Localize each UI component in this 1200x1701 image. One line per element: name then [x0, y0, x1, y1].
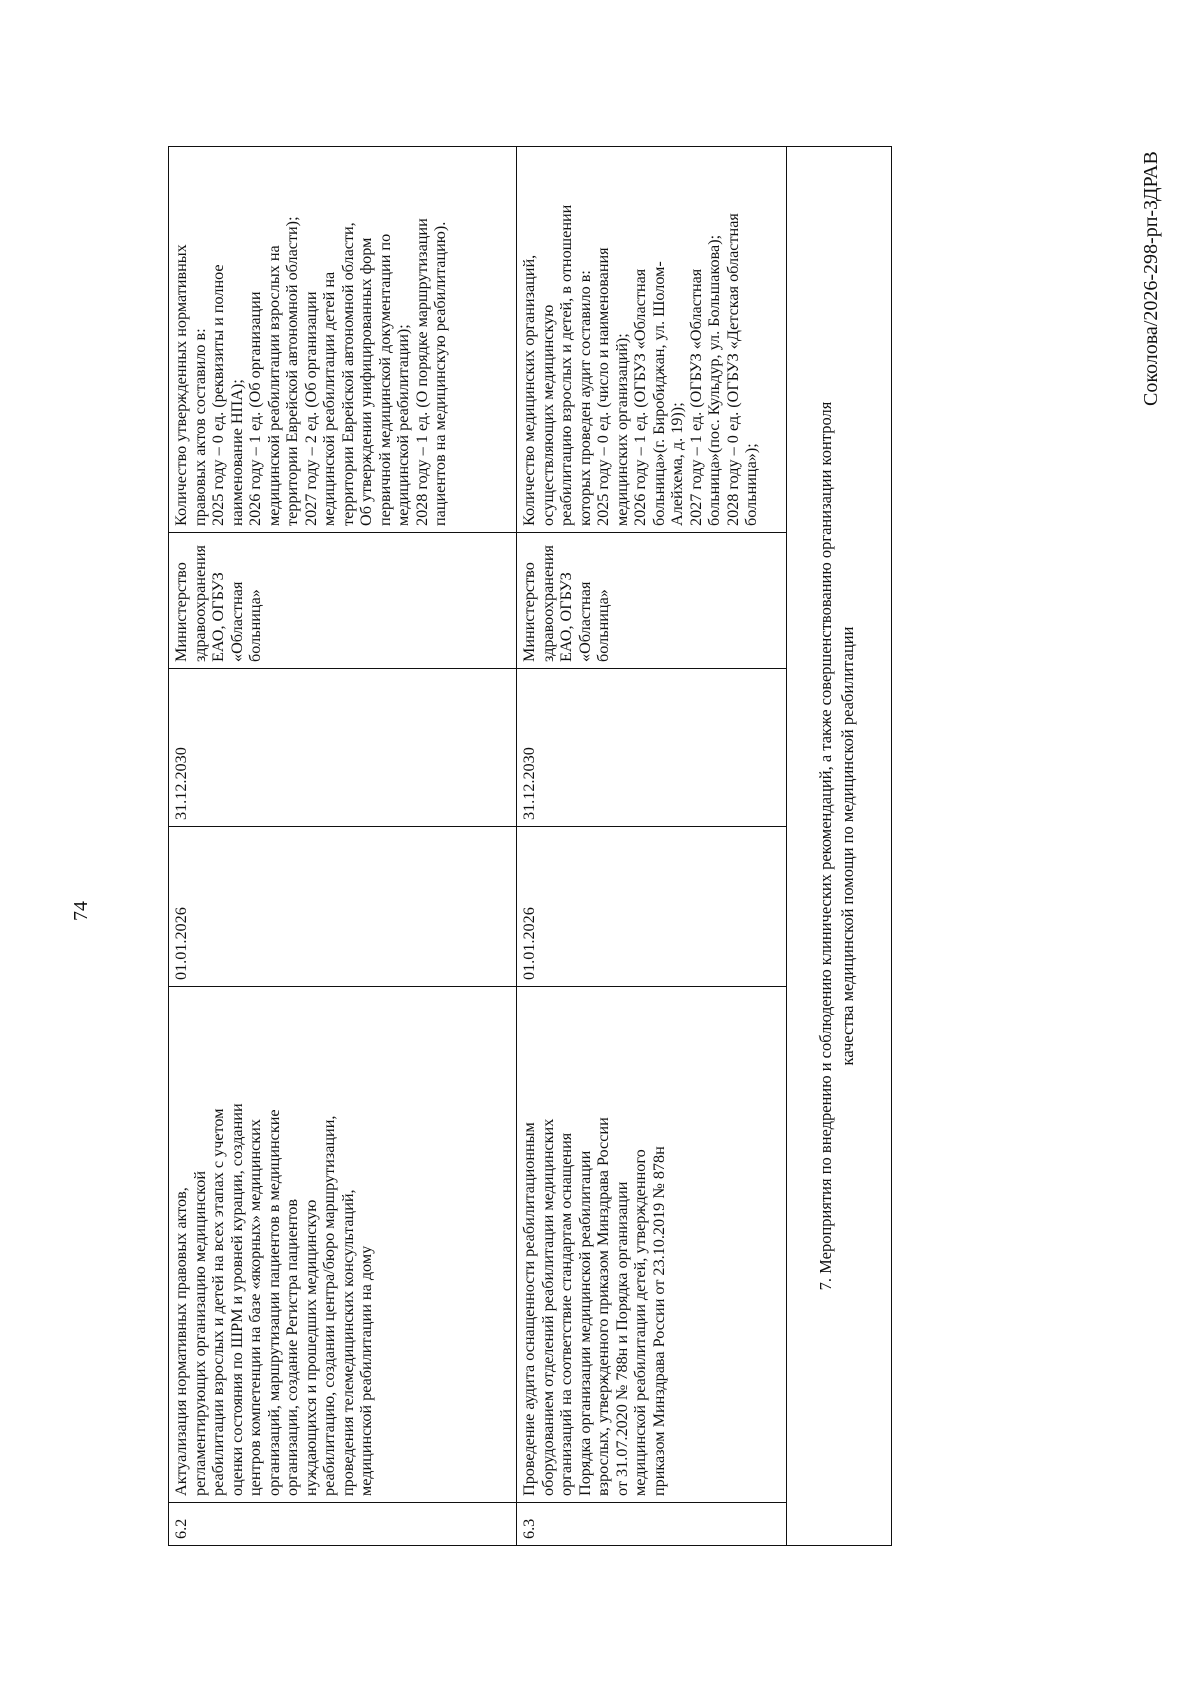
measure-name-line: оборудованием отделений реабилитации медицинских — [538, 1118, 557, 1496]
indicator-line: 2027 году – 1 ед. (ОГБУЗ «Областная — [686, 268, 705, 526]
indicator-line: которых проведен аудит составило в: — [575, 270, 594, 526]
measure-name-line: приказом Минздрава России от 23.10.2019 № 878н — [649, 1146, 668, 1496]
document-code: Соколова/2026-298-рп-ЗДРАВ — [1140, 151, 1162, 406]
measure-name-line: проведения телемедицинских консультаций, — [338, 1189, 357, 1496]
measure-name-line: организаций на соответствие стандартам оснащения — [557, 1132, 575, 1496]
measure-name-line: регламентирующих организацию медицинской — [190, 1171, 209, 1496]
indicator-line: медицинских организаций); — [612, 333, 631, 526]
start-date: 01.01.2026 — [517, 826, 786, 986]
responsible-line: ЕАО, ОГБУЗ — [557, 572, 575, 662]
indicator-line: территории Еврейской автономной области, — [338, 222, 357, 526]
table-row-section-7 — [787, 147, 891, 1545]
responsible-line: Министерство — [520, 562, 538, 662]
indicator-line: первичной медицинской документации по — [375, 233, 394, 526]
indicator-line: Количество утвержденных нормативных — [172, 244, 190, 526]
table-row-6-2 — [169, 147, 517, 1545]
indicator-line: медицинской реабилитации детей на — [320, 271, 338, 526]
responsible-line: больница» — [594, 589, 612, 662]
responsible-line: ЕАО, ОГБУЗ — [209, 572, 227, 662]
section-7-title: 7. Мероприятия по внедрению и соблюдению клинических рекомендаций, а также совершенствованию организации контроля качества медицинской помощи по медицинской реабилитации — [816, 401, 857, 1291]
indicator-line: 2026 году – 1 ед. (ОГБУЗ «Областная — [631, 268, 649, 526]
measure-name-line: организации, создание Регистра пациентов — [283, 1198, 301, 1496]
measure-name-line: взрослых, утвержденного приказом Минздрава России — [594, 1117, 612, 1496]
end-date: 31.12.2030 — [517, 668, 786, 826]
indicator-line: 2028 году – 0 ед. (ОГБУЗ «Детская областная — [723, 213, 742, 526]
end-date: 31.12.2030 — [169, 668, 516, 826]
indicator-line: осуществляющих медицинскую — [538, 304, 557, 526]
responsible-line: «Областная — [575, 581, 594, 662]
indicator-line: Количество медицинских организаций, — [520, 254, 538, 526]
indicator — [169, 147, 516, 532]
indicator-line: правовых актов составило в: — [190, 328, 209, 526]
start-date: 01.01.2026 — [169, 826, 516, 986]
indicator-line: пациентов на медицинскую реабилитацию). — [431, 221, 449, 526]
measure-name-line: медицинской реабилитации на дому — [357, 1245, 375, 1496]
responsible — [169, 532, 516, 668]
responsible-line: Министерство — [172, 562, 190, 662]
indicator-line: 2025 году – 0 ед. (реквизиты и полное — [209, 264, 227, 526]
measure-name-line: организаций, маршрутизации пациентов в медицинские — [264, 1109, 283, 1496]
measure-name — [517, 986, 786, 1502]
indicator — [517, 147, 786, 532]
indicator-line: больница»(пос. Кульдур, ул. Большакова); — [705, 234, 723, 526]
row-number: 6.3 — [517, 1502, 786, 1545]
measure-name-line: от 31.07.2020 № 788н и Порядка организации — [612, 1181, 631, 1496]
indicator-line: медицинской реабилитации взрослых на — [264, 245, 283, 526]
indicator-line: Алейхема, д. 19)); — [668, 402, 686, 526]
indicator-line: больница»); — [742, 443, 760, 526]
indicator-line: территории Еврейской автономной области); — [283, 216, 301, 526]
measure-name-line: реабилитацию, создании центра/бюро маршрутизации, — [320, 1115, 338, 1496]
indicator-line: больница»(г. Биробиджан, ул. Шолом- — [649, 261, 668, 526]
indicator-line: наименование НПА); — [227, 379, 246, 526]
row-number: 6.2 — [169, 1502, 516, 1545]
indicator-line: 2028 году – 1 ед. (О порядке маршрутизации — [412, 218, 431, 526]
measure-name-line: Порядка организации медицинской реабилитации — [575, 1150, 594, 1496]
responsible-line: больница» — [246, 589, 264, 662]
measure-name-line: Актуализация нормативных правовых актов, — [172, 1187, 190, 1496]
table-row-6-3 — [517, 147, 787, 1545]
responsible-line: «Областная — [227, 581, 246, 662]
measure-name-line: нуждающихся и прошедших медицинскую — [301, 1199, 320, 1496]
measures-table — [168, 146, 892, 1546]
responsible — [517, 532, 786, 668]
measure-name-line: реабилитации взрослых и детей на всех этапах с учетом — [209, 1108, 227, 1496]
indicator-line: 2026 году – 1 ед. (Об организации — [246, 291, 264, 526]
page-number: 74 — [70, 901, 92, 921]
indicator-line: Об утверждении унифицированных форм — [357, 237, 375, 526]
measure-name — [169, 986, 516, 1502]
indicator-line: реабилитацию взрослых и детей, в отношении — [557, 204, 575, 526]
measure-name-line: оценки состояния по ШРМ и уровней курации, создании — [227, 1103, 246, 1496]
indicator-line: 2025 году – 0 ед. (число и наименования — [594, 247, 612, 526]
measure-name-line: медицинской реабилитации детей, утвержденного — [631, 1149, 649, 1496]
indicator-line: 2027 году – 2 ед. (Об организации — [301, 291, 320, 526]
responsible-line: здравоохранения — [538, 545, 557, 662]
measure-name-line: Проведение аудита оснащенности реабилитационным — [520, 1122, 538, 1496]
responsible-line: здравоохранения — [190, 545, 209, 662]
indicator-line: медицинской реабилитации); — [394, 324, 412, 526]
measure-name-line: центров компетенции на базе «якорных» медицинских — [246, 1119, 264, 1496]
